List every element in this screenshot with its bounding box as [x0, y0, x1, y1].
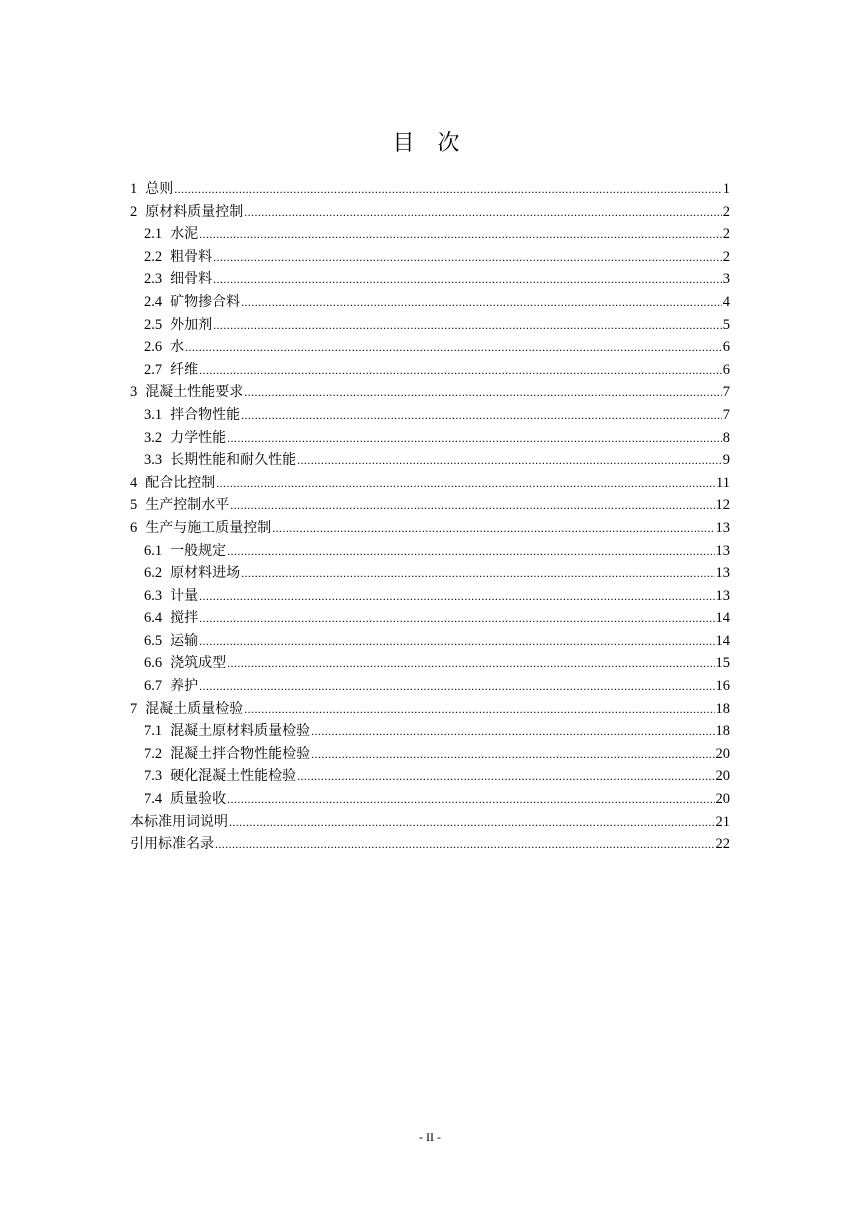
- toc-entry[interactable]: [130, 562, 730, 585]
- toc-entry-page: 7: [722, 406, 730, 423]
- toc-entry[interactable]: [130, 585, 730, 608]
- toc-leader-dots: [244, 381, 722, 404]
- toc-entry-label: 长期性能和耐久性能: [170, 452, 297, 469]
- toc-entry-number: 2.5: [144, 316, 163, 333]
- toc-entry[interactable]: [130, 291, 730, 314]
- toc-leader-dots: [227, 652, 714, 675]
- toc-entry[interactable]: [130, 765, 730, 788]
- toc-entry-label: 运输: [170, 632, 199, 649]
- toc-entry[interactable]: [130, 607, 730, 630]
- toc-entry-number: 3: [130, 384, 138, 401]
- toc-entry-number: 2.4: [144, 293, 163, 310]
- toc-entry[interactable]: [130, 630, 730, 653]
- toc-entry-page: 1: [722, 181, 730, 197]
- toc-entry-number: 2: [130, 203, 138, 220]
- toc-entry[interactable]: [130, 743, 730, 766]
- toc-entry-number: 1: [130, 181, 138, 197]
- toc-entry-number: 3.2: [144, 429, 163, 446]
- toc-leader-dots: [297, 765, 714, 788]
- toc-entry-label: 原材料质量控制: [145, 203, 244, 220]
- toc-entry-label: 引用标准名录: [130, 836, 214, 853]
- toc-entry-number: 6.5: [144, 632, 163, 649]
- toc-entry-page: 21: [715, 813, 730, 830]
- toc-entry-label: 混凝土拌合物性能检验: [170, 745, 311, 762]
- toc-entry-number: 5: [130, 497, 138, 514]
- toc-entry-label: 原材料进场: [170, 565, 241, 582]
- toc-entry-page: 13: [715, 519, 730, 536]
- toc-leader-dots: [216, 472, 715, 495]
- toc-entry-label: 配合比控制: [145, 474, 216, 491]
- toc-entry-page: 18: [715, 700, 730, 717]
- toc-entry-number: 6.7: [144, 678, 163, 695]
- toc-leader-dots: [229, 811, 715, 834]
- toc-entry-label: 细骨料: [170, 271, 213, 288]
- toc-entry-label: 外加剂: [170, 316, 213, 333]
- toc-entry[interactable]: [130, 540, 730, 563]
- toc-entry-page: 6: [722, 361, 730, 378]
- toc-entry-page: 5: [722, 316, 730, 333]
- toc-entry-label: 纤维: [170, 361, 199, 378]
- toc-entry[interactable]: [130, 404, 730, 427]
- toc-entry-label: 矿物掺合料: [170, 293, 241, 310]
- toc-leader-dots: [272, 517, 714, 540]
- toc-entry-label: 粗骨料: [170, 248, 213, 265]
- toc-leader-dots: [199, 630, 714, 653]
- toc-entry-label: 总则: [145, 181, 174, 197]
- table-of-contents: [130, 178, 730, 856]
- toc-entry-label: 生产与施工质量控制: [145, 519, 272, 536]
- toc-leader-dots: [174, 178, 722, 201]
- toc-leader-dots: [241, 404, 722, 427]
- toc-leader-dots: [311, 743, 714, 766]
- toc-entry[interactable]: [130, 494, 730, 517]
- toc-entry-number: 6.6: [144, 655, 163, 672]
- toc-entry[interactable]: [130, 336, 730, 359]
- toc-entry-label: 硬化混凝土性能检验: [170, 768, 297, 785]
- toc-leader-dots: [185, 336, 722, 359]
- toc-entry-label: 拌合物性能: [170, 406, 241, 423]
- toc-entry-page: 8: [722, 429, 730, 446]
- toc-entry-page: 20: [715, 768, 730, 785]
- toc-entry-label: 混凝土性能要求: [145, 384, 244, 401]
- toc-entry-number: 2.7: [144, 361, 163, 378]
- toc-entry[interactable]: [130, 788, 730, 811]
- toc-leader-dots: [199, 675, 714, 698]
- toc-entry-label: 生产控制水平: [145, 497, 230, 514]
- toc-entry[interactable]: [130, 833, 730, 856]
- toc-leader-dots: [244, 201, 722, 224]
- toc-entry-page: 2: [722, 248, 730, 265]
- toc-entry-number: 6.2: [144, 565, 163, 582]
- toc-entry-number: 7.3: [144, 768, 163, 785]
- page-number-footer: - II -: [419, 1130, 441, 1144]
- toc-leader-dots: [215, 833, 715, 856]
- toc-entry-page: 18: [715, 723, 730, 740]
- toc-entry[interactable]: [130, 381, 730, 404]
- toc-leader-dots: [199, 223, 722, 246]
- toc-entry-page: 15: [715, 655, 730, 672]
- toc-entry-page: 16: [715, 678, 730, 695]
- toc-entry[interactable]: [130, 427, 730, 450]
- toc-entry-page: 7: [722, 384, 730, 401]
- toc-entry[interactable]: [130, 314, 730, 337]
- toc-entry[interactable]: [130, 517, 730, 540]
- toc-entry-page: 2: [722, 203, 730, 220]
- toc-entry-number: 6.1: [144, 542, 163, 559]
- toc-entry-page: 20: [715, 791, 730, 808]
- toc-entry-label: 搅拌: [170, 610, 199, 627]
- toc-entry-number: 4: [130, 474, 138, 491]
- toc-entry-page: 13: [715, 587, 730, 604]
- toc-entry-label: 质量验收: [170, 791, 227, 808]
- toc-entry[interactable]: [130, 268, 730, 291]
- toc-leader-dots: [297, 449, 722, 472]
- toc-entry-number: 2.1: [144, 226, 163, 243]
- toc-leader-dots: [199, 607, 714, 630]
- toc-entry[interactable]: [130, 652, 730, 675]
- toc-entry-number: 3.1: [144, 406, 163, 423]
- toc-entry-page: 12: [715, 497, 730, 514]
- toc-entry-page: 14: [715, 610, 730, 627]
- toc-entry-page: 13: [715, 565, 730, 582]
- toc-entry-label: 水泥: [170, 226, 199, 243]
- toc-entry-page: 3: [722, 271, 730, 288]
- toc-leader-dots: [241, 562, 714, 585]
- toc-entry-page: 9: [722, 452, 730, 469]
- toc-entry-label: 浇筑成型: [170, 655, 227, 672]
- toc-entry-page: 6: [722, 339, 730, 356]
- toc-entry-number: 3.3: [144, 452, 163, 469]
- toc-leader-dots: [227, 427, 722, 450]
- toc-entry-number: 2.3: [144, 271, 163, 288]
- toc-entry-page: 2: [722, 226, 730, 243]
- toc-entry-page: 22: [715, 836, 730, 853]
- toc-leader-dots: [213, 268, 722, 291]
- page-title: 目 次: [392, 131, 468, 156]
- toc-entry[interactable]: [130, 246, 730, 269]
- toc-entry[interactable]: [130, 223, 730, 246]
- toc-leader-dots: [213, 314, 722, 337]
- toc-leader-dots: [227, 788, 714, 811]
- toc-entry-number: 7.1: [144, 723, 163, 740]
- toc-leader-dots: [241, 291, 722, 314]
- toc-entry-number: 7.2: [144, 745, 163, 762]
- toc-entry[interactable]: [130, 720, 730, 743]
- toc-leader-dots: [199, 359, 722, 382]
- toc-entry-label: 养护: [170, 678, 199, 695]
- toc-entry-page: 11: [716, 474, 730, 491]
- toc-entry-label: 计量: [170, 587, 199, 604]
- toc-entry[interactable]: [130, 178, 730, 201]
- toc-entry-page: 13: [715, 542, 730, 559]
- toc-leader-dots: [230, 494, 714, 517]
- toc-leader-dots: [227, 540, 714, 563]
- toc-leader-dots: [244, 698, 714, 721]
- toc-entry[interactable]: [130, 811, 730, 834]
- toc-entry-page: 20: [715, 745, 730, 762]
- toc-leader-dots: [311, 720, 714, 743]
- toc-entry[interactable]: [130, 675, 730, 698]
- toc-entry-page: 4: [722, 293, 730, 310]
- toc-entry-label: 混凝土原材料质量检验: [170, 723, 311, 740]
- toc-entry[interactable]: [130, 698, 730, 721]
- toc-entry[interactable]: [130, 201, 730, 224]
- toc-entry-number: 6: [130, 519, 138, 536]
- toc-entry-label: 力学性能: [170, 429, 227, 446]
- toc-entry-number: 7: [130, 700, 138, 717]
- toc-entry-number: 2.2: [144, 248, 163, 265]
- toc-leader-dots: [213, 246, 722, 269]
- toc-entry-number: 6.4: [144, 610, 163, 627]
- toc-entry-page: 14: [715, 632, 730, 649]
- toc-entry-number: 7.4: [144, 791, 163, 808]
- toc-entry-label: 水: [170, 339, 185, 356]
- toc-entry-number: 6.3: [144, 587, 163, 604]
- toc-entry[interactable]: [130, 449, 730, 472]
- toc-entry-number: 2.6: [144, 339, 163, 356]
- toc-entry-label: 一般规定: [170, 542, 227, 559]
- toc-entry[interactable]: [130, 472, 730, 495]
- toc-entry[interactable]: [130, 359, 730, 382]
- toc-entry-label: 本标准用词说明: [130, 813, 228, 830]
- toc-entry-label: 混凝土质量检验: [145, 700, 244, 717]
- toc-leader-dots: [199, 585, 714, 608]
